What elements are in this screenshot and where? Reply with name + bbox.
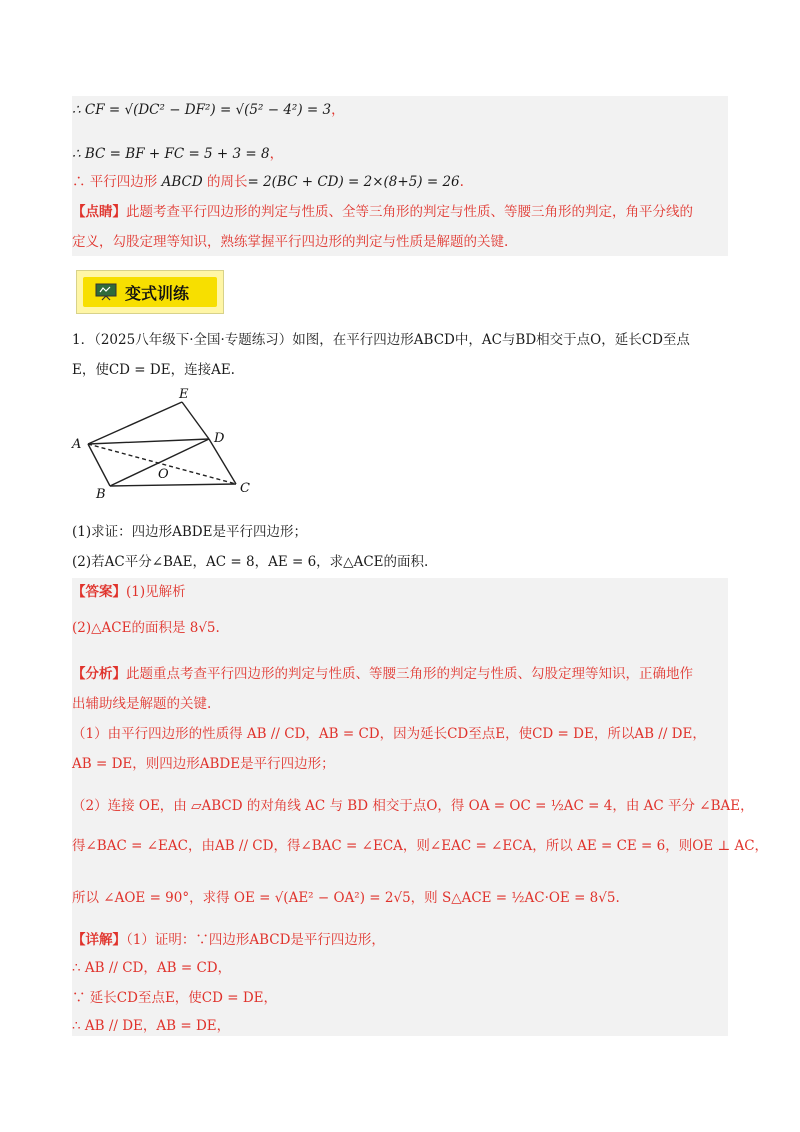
edge-ae	[88, 402, 182, 444]
analysis-text: 此题重点考查平行四边形的判定与性质、等腰三角形的判定与性质、勾股定理等知识，正确地作	[126, 666, 693, 682]
label-b: B	[96, 487, 106, 500]
math: ABCD	[161, 174, 203, 190]
comment-line-2	[72, 232, 508, 252]
math: = 2(BC + CD) = 2×(8+5) = 26	[247, 174, 460, 190]
answer-line-1	[72, 582, 186, 602]
analysis-line-1	[72, 664, 693, 684]
problem-line-2: E，使CD = DE，连接AE.	[72, 362, 235, 378]
solution-bc: ∴ BC = BF + FC = 5 + 3 = 8	[72, 146, 270, 162]
label-e: E	[179, 387, 189, 402]
comment-text: 定义，勾股定理等知识，熟练掌握平行四边形的判定与性质是解题的关键.	[72, 234, 509, 250]
detail-text: （1）证明：∵四边形ABCD是平行四边形，	[126, 932, 385, 948]
edge-da	[88, 439, 209, 444]
comma: ，	[269, 146, 284, 162]
comment-tag: 【点睛】	[72, 204, 126, 220]
comment-text: 此题考查平行四边形的判定与性质、全等三角形的判定与性质、等腰三角形的判定，角平分线的	[126, 204, 693, 220]
edge-ab	[88, 444, 110, 486]
label-c: C	[240, 481, 250, 496]
label-a: A	[72, 437, 82, 452]
answer-1: (1)见解析	[126, 584, 186, 600]
solution-cf: ∴ CF = √(DC² − DF²) = √(5² − 4²) = 3	[72, 102, 332, 118]
part-1: (1)求证：四边形ABDE是平行四边形；	[72, 524, 307, 540]
analysis-line-5: （2）连接 OE，由 ▱ABCD 的对角线 AC 与 BD 相交于点O，得 OA = OC = ½AC = 4，由 AC 平分 ∠BAE，	[72, 798, 754, 814]
answer-tag: 【答案】	[72, 584, 126, 600]
problem-line-1: 1．（2025八年级下·全国·专题练习）如图，在平行四边形ABCD中，AC与BD相交于点O，延长CD至点	[72, 332, 690, 348]
period: .	[215, 620, 220, 636]
solution-line-2	[72, 144, 283, 164]
analysis-line-2: 出辅助线是解题的关键.	[72, 696, 212, 712]
section-banner	[76, 270, 224, 314]
period: .	[459, 174, 464, 190]
analysis-tag: 【分析】	[72, 666, 126, 682]
label-o: O	[158, 467, 169, 482]
blackboard-icon	[95, 283, 117, 301]
analysis-line-6: 得∠BAC = ∠EAC，由AB // CD，得∠BAC = ∠ECA，则∠EAC = ∠ECA，所以 AE = CE = 6，则OE ⊥ AC，	[72, 838, 769, 854]
label-d: D	[214, 431, 225, 446]
answer-2-body: △ACE的面积是 8√5	[91, 620, 216, 636]
analysis-line-4: AB = DE，则四边形ABDE是平行四边形；	[72, 756, 335, 772]
detail-line-3: ∵ 延长CD至点E，使CD = DE，	[72, 990, 278, 1006]
edge-bc	[110, 484, 236, 486]
detail-line-1	[72, 930, 385, 950]
answer-2-prefix: (2)	[72, 620, 92, 636]
solution-line-1	[72, 100, 345, 120]
banner-inner	[83, 277, 217, 307]
geometry-figure	[66, 384, 266, 500]
detail-tag: 【详解】	[72, 932, 126, 948]
analysis-line-3: （1）由平行四边形的性质得 AB // CD，AB = CD，因为延长CD至点E，使CD = DE，所以AB // DE，	[72, 726, 706, 742]
analysis-line-7: 所以 ∠AOE = 90°，求得 OE = √(AE² − OA²) = 2√5，则 S△ACE = ½AC·OE = 8√5.	[72, 890, 620, 906]
answer-line-2	[72, 618, 220, 638]
detail-line-4: ∴ AB // DE，AB = DE，	[72, 1018, 231, 1034]
comment-line-1	[72, 202, 693, 222]
detail-line-2: ∴ AB // CD，AB = CD，	[72, 960, 232, 976]
comma: ，	[331, 102, 345, 118]
text: 的周长	[206, 174, 248, 190]
edge-de	[182, 402, 209, 439]
part-2: (2)若AC平分∠BAE，AC = 8，AE = 6，求△ACE的面积.	[72, 554, 429, 570]
text: ∴ 平行四边形	[72, 174, 158, 190]
solution-line-3	[72, 172, 464, 192]
banner-title: 变式训练	[125, 283, 190, 303]
